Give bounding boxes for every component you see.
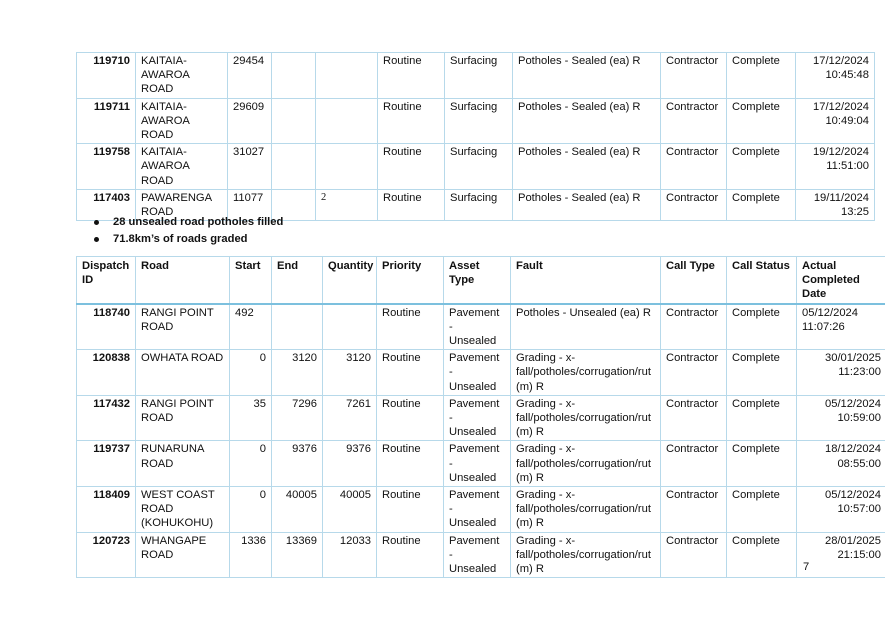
cell-fault: Grading - x- fall/potholes/corrugation/rut (m) R [511, 350, 661, 396]
cell-road: WHANGAPE ROAD [136, 532, 230, 578]
header-call-status: Call Status [727, 257, 797, 304]
cell-call-type: Contractor [661, 304, 727, 350]
cell-start: 1336 [230, 532, 272, 578]
cell-priority: Routine [377, 487, 444, 533]
cell-fault: Grading - x- fall/potholes/corrugation/rut (m) R [511, 532, 661, 578]
cell-dispatch-id: 119711 [77, 98, 136, 144]
cell-quantity: 7261 [323, 395, 377, 441]
cell-road: KAITAIA- AWAROA ROAD [136, 53, 228, 99]
table-row [77, 532, 885, 578]
cell-call-type: Contractor [661, 487, 727, 533]
cell-road: PAWARENGA ROAD [136, 189, 228, 220]
cell-end: 40005 [272, 487, 323, 533]
header-quantity: Quantity [323, 257, 377, 304]
cell-quantity: 2 [316, 189, 378, 220]
cell-start: 29454 [228, 53, 272, 99]
cell-priority: Routine [377, 304, 444, 350]
cell-call-type: Contractor [661, 395, 727, 441]
unsealed-roads-table [76, 256, 885, 578]
cell-road: RANGI POINT ROAD [136, 304, 230, 350]
cell-completed-date: 17/12/2024 10:45:48 [796, 53, 875, 99]
cell-quantity: 3120 [323, 350, 377, 396]
cell-priority: Routine [377, 532, 444, 578]
header-priority: Priority [377, 257, 444, 304]
cell-road: OWHATA ROAD [136, 350, 230, 396]
cell-start: 29609 [228, 98, 272, 144]
cell-road: RANGI POINT ROAD [136, 395, 230, 441]
bullet-roads-graded: 71.8km’s of roads graded [92, 231, 283, 248]
cell-dispatch-id: 119737 [77, 441, 136, 487]
cell-road: RUNARUNA ROAD [136, 441, 230, 487]
table-row [77, 441, 885, 487]
cell-call-status: Complete [727, 144, 796, 190]
cell-road: WEST COAST ROAD (KOHUKOHU) [136, 487, 230, 533]
header-start: Start [230, 257, 272, 304]
page-number: 7 [803, 561, 810, 573]
header-completed-date: Actual Completed Date [797, 257, 885, 304]
table-row [77, 98, 875, 144]
cell-asset-type: Surfacing [445, 189, 513, 220]
cell-call-type: Contractor [661, 98, 727, 144]
cell-start: 492 [230, 304, 272, 350]
cell-asset-type: Pavement - Unsealed [444, 441, 511, 487]
cell-call-status: Complete [727, 532, 797, 578]
cell-road: KAITAIA- AWAROA ROAD [136, 98, 228, 144]
cell-priority: Routine [377, 441, 444, 487]
header-fault: Fault [511, 257, 661, 304]
cell-start: 0 [230, 441, 272, 487]
cell-fault: Potholes - Sealed (ea) R [513, 98, 661, 144]
cell-call-type: Contractor [661, 350, 727, 396]
cell-end [272, 304, 323, 350]
cell-completed-date: 30/01/2025 11:23:00 [797, 350, 885, 396]
bullet-potholes-filled: 28 unsealed road potholes filled [92, 214, 283, 231]
cell-completed-date: 28/01/2025 21:15:00 [797, 532, 885, 578]
cell-dispatch-id: 120723 [77, 532, 136, 578]
cell-fault: Grading - x- fall/potholes/corrugation/rut (m) R [511, 487, 661, 533]
cell-asset-type: Pavement - Unsealed [444, 350, 511, 396]
table-row [77, 53, 875, 99]
cell-completed-date: 05/12/2024 11:07:26 [797, 304, 885, 350]
cell-dispatch-id: 118409 [77, 487, 136, 533]
cell-call-type: Contractor [661, 532, 727, 578]
table-row [77, 487, 885, 533]
cell-start: 11077 [228, 189, 272, 220]
cell-quantity: 40005 [323, 487, 377, 533]
cell-fault: Potholes - Sealed (ea) R [513, 189, 661, 220]
cell-start: 0 [230, 350, 272, 396]
cell-priority: Routine [378, 53, 445, 99]
cell-start: 35 [230, 395, 272, 441]
cell-quantity: 9376 [323, 441, 377, 487]
cell-start: 31027 [228, 144, 272, 190]
cell-quantity: 12033 [323, 532, 377, 578]
cell-call-status: Complete [727, 350, 797, 396]
cell-fault: Potholes - Unsealed (ea) R [511, 304, 661, 350]
cell-end: 9376 [272, 441, 323, 487]
cell-completed-date: 17/12/2024 10:49:04 [796, 98, 875, 144]
cell-completed-date: 18/12/2024 08:55:00 [797, 441, 885, 487]
cell-dispatch-id: 118740 [77, 304, 136, 350]
cell-end: 13369 [272, 532, 323, 578]
table-row [77, 304, 885, 350]
cell-priority: Routine [377, 350, 444, 396]
cell-asset-type: Pavement - Unsealed [444, 304, 511, 350]
cell-end [272, 98, 316, 144]
cell-dispatch-id: 119710 [77, 53, 136, 99]
cell-call-status: Complete [727, 189, 796, 220]
cell-call-status: Complete [727, 53, 796, 99]
cell-call-type: Contractor [661, 144, 727, 190]
cell-completed-date: 05/12/2024 10:59:00 [797, 395, 885, 441]
header-dispatch-id: Dispatch ID [77, 257, 136, 304]
cell-call-status: Complete [727, 487, 797, 533]
cell-fault: Grading - x- fall/potholes/corrugation/rut (m) R [511, 441, 661, 487]
cell-dispatch-id: 120838 [77, 350, 136, 396]
summary-bullet-list [92, 214, 283, 248]
cell-asset-type: Pavement - Unsealed [444, 532, 511, 578]
cell-dispatch-id: 117432 [77, 395, 136, 441]
cell-dispatch-id: 117403 [77, 189, 136, 220]
cell-asset-type: Pavement - Unsealed [444, 395, 511, 441]
cell-fault: Grading - x- fall/potholes/corrugation/rut (m) R [511, 395, 661, 441]
cell-completed-date: 19/11/2024 13:25 [796, 189, 875, 220]
cell-start: 0 [230, 487, 272, 533]
table-row [77, 350, 885, 396]
cell-priority: Routine [378, 144, 445, 190]
cell-completed-date: 19/12/2024 11:51:00 [796, 144, 875, 190]
sealed-potholes-table [76, 52, 875, 221]
cell-fault: Potholes - Sealed (ea) R [513, 53, 661, 99]
cell-fault: Potholes - Sealed (ea) R [513, 144, 661, 190]
cell-asset-type: Surfacing [445, 98, 513, 144]
cell-asset-type: Surfacing [445, 53, 513, 99]
cell-quantity [316, 53, 378, 99]
header-asset-type: Asset Type [444, 257, 511, 304]
cell-road: KAITAIA- AWAROA ROAD [136, 144, 228, 190]
cell-priority: Routine [378, 189, 445, 220]
table-header-row [77, 257, 885, 304]
header-call-type: Call Type [661, 257, 727, 304]
sealed-potholes-rows [77, 53, 875, 221]
cell-end [272, 53, 316, 99]
cell-call-status: Complete [727, 395, 797, 441]
cell-end [272, 144, 316, 190]
cell-end: 7296 [272, 395, 323, 441]
cell-completed-date: 05/12/2024 10:57:00 [797, 487, 885, 533]
header-road: Road [136, 257, 230, 304]
unsealed-roads-rows [77, 304, 885, 578]
cell-end: 3120 [272, 350, 323, 396]
cell-asset-type: Surfacing [445, 144, 513, 190]
cell-asset-type: Pavement - Unsealed [444, 487, 511, 533]
cell-call-type: Contractor [661, 53, 727, 99]
cell-quantity [316, 98, 378, 144]
cell-call-status: Complete [727, 98, 796, 144]
cell-priority: Routine [378, 98, 445, 144]
cell-call-type: Contractor [661, 441, 727, 487]
cell-call-type: Contractor [661, 189, 727, 220]
cell-quantity [323, 304, 377, 350]
cell-priority: Routine [377, 395, 444, 441]
table-row [77, 144, 875, 190]
cell-quantity [316, 144, 378, 190]
table-row [77, 395, 885, 441]
cell-call-status: Complete [727, 441, 797, 487]
header-end: End [272, 257, 323, 304]
cell-dispatch-id: 119758 [77, 144, 136, 190]
cell-call-status: Complete [727, 304, 797, 350]
